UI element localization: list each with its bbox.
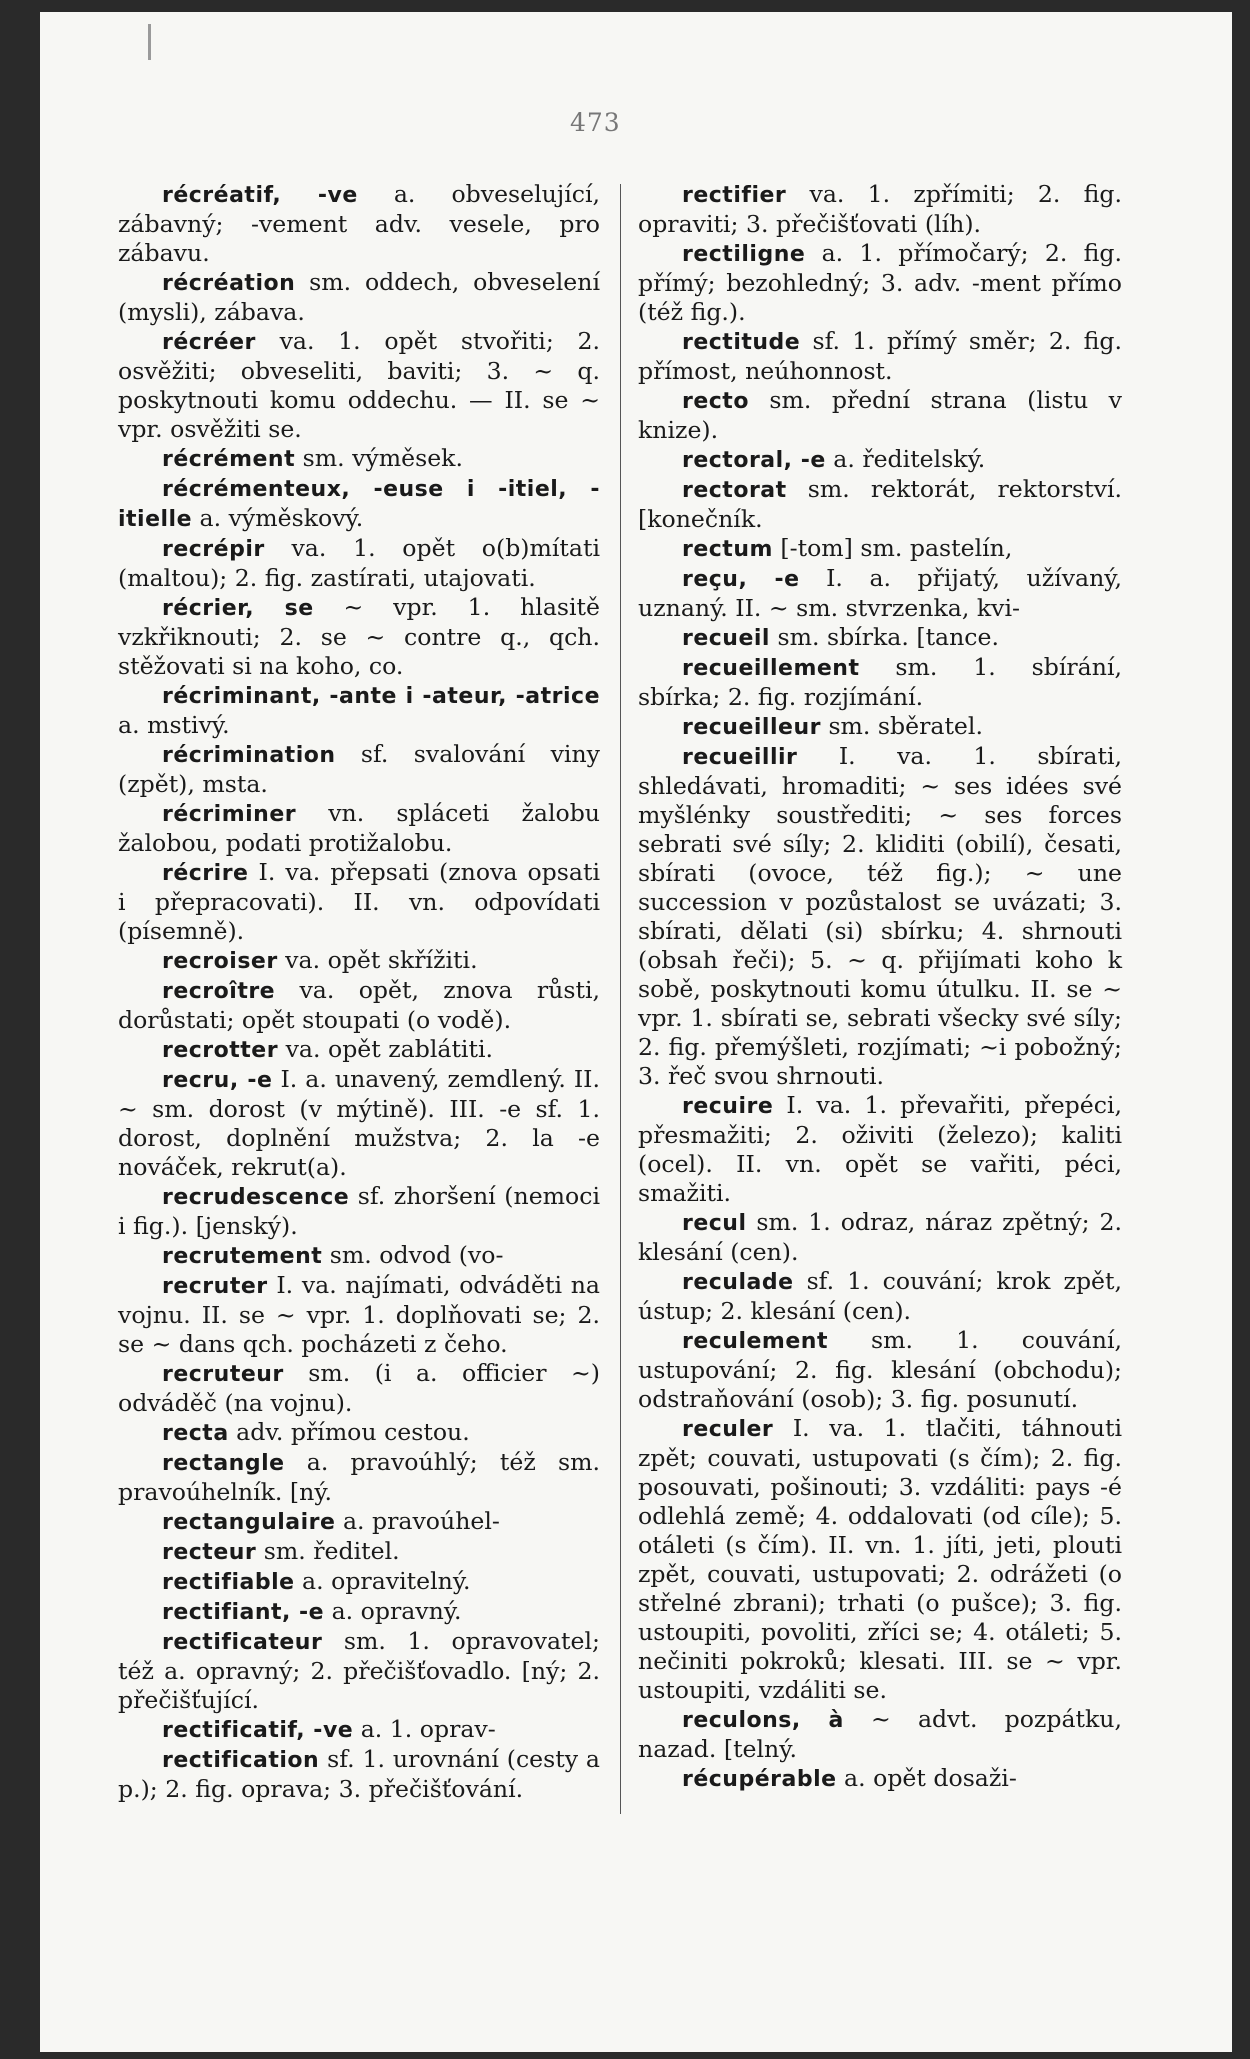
entry-headword: recrépir bbox=[162, 537, 265, 562]
dictionary-entry bbox=[118, 1567, 600, 1597]
entry-headword: recroiser bbox=[162, 949, 278, 974]
dictionary-entry bbox=[638, 1267, 1122, 1326]
entry-definition: I. a. unavený, zemdlený. II. ~ sm. dorost (v mýtině). III. -e sf. 1. dorost, doplnění mužstva; 2. la -e nováček, rekrut(a). bbox=[118, 1065, 600, 1181]
entry-definition: sf. svalování viny (zpět), msta. bbox=[118, 740, 600, 798]
dictionary-entry bbox=[118, 1627, 600, 1715]
dictionary-entry bbox=[118, 268, 600, 327]
entry-definition: I. a. přijatý, užívaný, uznaný. II. ~ sm. stvrzenka, kvi- bbox=[638, 564, 1123, 622]
scan-mark bbox=[148, 24, 151, 60]
entry-definition: sm. sbírka. [tance. bbox=[769, 623, 999, 651]
entry-definition: a. ředitelský. bbox=[825, 445, 986, 473]
entry-headword: récrémenteux, -euse i -itiel, -itielle bbox=[118, 477, 600, 532]
entry-headword: récrimination bbox=[162, 743, 336, 768]
entry-headword: reculade bbox=[682, 1270, 794, 1295]
dictionary-entry bbox=[638, 534, 1122, 564]
entry-headword: rectoral, -e bbox=[682, 448, 826, 473]
entry-definition: sf. 1. přímý směr; 2. fig. přímost, neúhonnost. bbox=[638, 327, 1122, 385]
dictionary-entry bbox=[118, 1418, 600, 1448]
entry-definition: sm. 1. opravovatel; též a. opravný; 2. přečišťovadlo. [ný; 2. přečišťující. bbox=[118, 1627, 600, 1714]
dictionary-entry bbox=[638, 1326, 1122, 1414]
entry-definition: sm. rektorát, rektorství. [konečník. bbox=[638, 475, 1122, 533]
entry-headword: récupérable bbox=[682, 1767, 837, 1792]
dictionary-entry bbox=[118, 474, 600, 534]
dictionary-entry bbox=[118, 1182, 600, 1241]
dictionary-entry bbox=[118, 180, 600, 268]
dictionary-entry bbox=[638, 1764, 1122, 1794]
entry-headword: rectangulaire bbox=[162, 1510, 336, 1535]
dictionary-entry bbox=[638, 712, 1122, 742]
entry-headword: recul bbox=[682, 1211, 747, 1236]
entry-headword: recueillir bbox=[682, 745, 798, 770]
entry-definition: va. 1. opět stvořiti; 2. osvěžiti; obveseliti, baviti; 3. ~ q. poskytnouti komu oddechu. — II. se ~ vpr. osvěžiti se. bbox=[118, 327, 600, 443]
dictionary-entry bbox=[118, 946, 600, 976]
entry-headword: rectorat bbox=[682, 478, 787, 503]
entry-definition: va. opět skřížiti. bbox=[277, 946, 478, 974]
entry-headword: rectificatif, -ve bbox=[162, 1718, 354, 1743]
dictionary-entry bbox=[118, 740, 600, 799]
dictionary-entry bbox=[118, 534, 600, 593]
dictionary-entry bbox=[638, 653, 1122, 712]
entry-definition: sm. sběratel. bbox=[820, 712, 983, 740]
entry-headword: recueil bbox=[682, 626, 770, 651]
entry-headword: récréer bbox=[162, 330, 256, 355]
page-number: 473 bbox=[570, 108, 621, 137]
entry-headword: reculer bbox=[682, 1417, 774, 1442]
entry-headword: rectifier bbox=[682, 183, 787, 208]
entry-definition: a. pravoúhel- bbox=[335, 1507, 500, 1535]
entry-definition: va. 1. zpřímiti; 2. fig. opraviti; 3. přečišťovati (líh). bbox=[638, 180, 1122, 238]
entry-headword: rectangle bbox=[162, 1451, 285, 1476]
entry-headword: recrutement bbox=[162, 1244, 323, 1269]
dictionary-entry bbox=[118, 976, 600, 1035]
dictionary-entry bbox=[118, 1065, 600, 1182]
entry-headword: rectifiant, -e bbox=[162, 1600, 325, 1625]
right-column bbox=[638, 180, 1122, 1794]
entry-definition: I. va. přepsati (znova opsati i přepracovati). II. vn. odpovídati (písemně). bbox=[118, 858, 600, 945]
entry-definition: a. opravný. bbox=[324, 1597, 462, 1625]
entry-definition: sm. odvod (vo- bbox=[322, 1241, 504, 1269]
dictionary-entry bbox=[118, 1537, 600, 1567]
dictionary-entry bbox=[638, 1091, 1122, 1208]
entry-definition: I. va. najímati, odváděti na vojnu. II. se ~ vpr. 1. doplňovati se; 2. se ~ dans qch. pocházeti z čeho. bbox=[118, 1271, 600, 1358]
entry-definition: I. va. 1. sbírati, shledávati, hromaditi; ~ ses idées své myšlénky soustřediti; ~ ses forces sebrati své síly; 2. kliditi (obilí), česati, sbírati (ovoce, též fig.); ~ une succession v pozůstalost se uvázati; 3. sbírati, dělati (si) sbírku; 4. shrnouti (obsah řeči); 5. ~ q. přijímati koho k sobě, poskytnouti komu útulku. II. se ~ vpr. 1. sbírati se, sebrati všecky své síly; 2. fig. přemýšleti, rozjímati; ~i pobožný; 3. řeč svou shrnouti. bbox=[638, 742, 1122, 1090]
entry-definition: sm. 1. odraz, náraz zpětný; 2. klesání (cen). bbox=[638, 1208, 1122, 1266]
entry-headword: recta bbox=[162, 1421, 229, 1446]
entry-definition: sm. výměsek. bbox=[295, 444, 463, 472]
entry-definition: [-tom] sm. pastelín, bbox=[772, 534, 1013, 562]
entry-definition: sm. ředitel. bbox=[256, 1537, 400, 1565]
entry-headword: recto bbox=[682, 389, 749, 414]
column-divider bbox=[620, 184, 621, 1814]
entry-headword: rectum bbox=[682, 537, 773, 562]
entry-headword: reçu, -e bbox=[682, 567, 800, 592]
dictionary-entry bbox=[638, 1414, 1122, 1705]
entry-headword: reculons, à bbox=[682, 1708, 844, 1733]
entry-definition: sm. 1. couvání, ustupování; 2. fig. klesání (obchodu); odstraňování (osob); 3. fig. posunutí. bbox=[638, 1326, 1122, 1413]
entry-headword: rectiligne bbox=[682, 242, 806, 267]
entry-headword: récriminer bbox=[162, 802, 297, 827]
entry-headword: récrier, se bbox=[162, 596, 314, 621]
entry-headword: recueilleur bbox=[682, 715, 821, 740]
entry-headword: rectification bbox=[162, 1748, 320, 1773]
dictionary-entry bbox=[638, 742, 1122, 1091]
dictionary-entry bbox=[118, 1745, 600, 1804]
entry-definition: a. 1. přímočarý; 2. fig. přímý; bezohledný; 3. adv. -ment přímo (též fig.). bbox=[638, 239, 1122, 326]
dictionary-entry bbox=[118, 1271, 600, 1359]
entry-definition: sf. 1. urovnání (cesty a p.); 2. fig. oprava; 3. přečišťování. bbox=[118, 1745, 600, 1803]
entry-definition: a. výměskový. bbox=[192, 504, 364, 532]
entry-definition: va. 1. opět o(b)mítati (maltou); 2. fig. zastírati, utajovati. bbox=[118, 534, 600, 592]
dictionary-entry bbox=[638, 180, 1122, 239]
entry-headword: récréation bbox=[162, 271, 296, 296]
entry-definition: I. va. 1. převařiti, přepéci, přesmažiti; 2. oživiti (železo); kaliti (ocel). II. vn. opět se vařiti, péci, smažiti. bbox=[638, 1091, 1122, 1207]
entry-definition: sm. přední strana (listu v knize). bbox=[638, 386, 1122, 444]
entry-headword: récrément bbox=[162, 447, 296, 472]
entry-headword: rectificateur bbox=[162, 1630, 323, 1655]
entry-definition: ~ vpr. 1. hlasitě vzkřiknouti; 2. se ~ contre q., qch. stěžovati si na koho, co. bbox=[118, 593, 600, 680]
entry-headword: recrudescence bbox=[162, 1185, 350, 1210]
dictionary-entry bbox=[118, 681, 600, 740]
dictionary-entry bbox=[638, 623, 1122, 653]
entry-headword: reculement bbox=[682, 1329, 828, 1354]
entry-headword: récrire bbox=[162, 861, 249, 886]
entry-definition: a. opravitelný. bbox=[294, 1567, 471, 1595]
entry-headword: recru, -e bbox=[162, 1068, 273, 1093]
dictionary-entry bbox=[638, 327, 1122, 386]
dictionary-entry bbox=[638, 1705, 1122, 1764]
entry-headword: recueillement bbox=[682, 656, 860, 681]
dictionary-entry bbox=[118, 1035, 600, 1065]
dictionary-entry bbox=[118, 1507, 600, 1537]
entry-headword: recruter bbox=[162, 1274, 268, 1299]
left-column bbox=[118, 180, 600, 1804]
entry-definition: va. opět, znova růsti, dorůstati; opět stoupati (o vodě). bbox=[118, 976, 600, 1034]
entry-headword: recruteur bbox=[162, 1362, 284, 1387]
entry-definition: sf. zhoršení (nemoci i fig.). [jenský). bbox=[118, 1182, 600, 1240]
entry-headword: recteur bbox=[162, 1540, 257, 1565]
entry-definition: sm. (i a. officier ~) odváděč (na vojnu). bbox=[118, 1359, 600, 1417]
entry-definition: I. va. 1. tlačiti, táhnouti zpět; couvati, ustupovati (s čím); 2. fig. posouvati, pošinouti; 3. vzdáliti: pays -é odlehlá země; 4. oddalovati (od cíle); 5. otáleti (s čím). II. vn. 1. jíti, jeti, plouti zpět, couvati, ustupovati; 2. odrážeti (o střelné zbrani); trhati (o pušce); 3. fig. ustoupiti, povoliti, zříci se; 4. otáleti; 5. nečiniti pokroků; klesati. III. se ~ vpr. ustoupiti, vzdáliti se. bbox=[638, 1414, 1122, 1704]
dictionary-entry bbox=[118, 1359, 600, 1418]
entry-definition: a. pravoúhlý; též sm. pravoúhelník. [ný. bbox=[118, 1448, 600, 1506]
dictionary-entry bbox=[638, 475, 1122, 534]
entry-definition: vn. spláceti žalobu žalobou, podati protižalobu. bbox=[118, 799, 600, 857]
dictionary-entry bbox=[638, 445, 1122, 475]
entry-definition: sm. 1. sbírání, sbírka; 2. fig. rozjímání. bbox=[638, 653, 1122, 711]
entry-headword: rectifiable bbox=[162, 1570, 295, 1595]
entry-definition: a. opět dosaži- bbox=[836, 1764, 1017, 1792]
dictionary-entry bbox=[638, 386, 1122, 445]
dictionary-entry bbox=[638, 239, 1122, 327]
entry-headword: recrotter bbox=[162, 1038, 279, 1063]
dictionary-page bbox=[40, 12, 1232, 2052]
dictionary-entry bbox=[118, 327, 600, 444]
dictionary-entry bbox=[638, 564, 1122, 623]
dictionary-entry bbox=[118, 593, 600, 681]
dictionary-entry bbox=[118, 1597, 600, 1627]
dictionary-entry bbox=[118, 444, 600, 474]
entry-definition: sf. 1. couvání; krok zpět, ústup; 2. klesání (cen). bbox=[638, 1267, 1122, 1325]
dictionary-entry bbox=[118, 799, 600, 858]
entry-headword: récriminant, -ante i -ateur, -atrice bbox=[162, 684, 600, 709]
entry-headword: récréatif, -ve bbox=[162, 183, 358, 208]
entry-headword: recuire bbox=[682, 1094, 774, 1119]
entry-definition: adv. přímou cestou. bbox=[228, 1418, 470, 1446]
entry-headword: recroître bbox=[162, 979, 276, 1004]
entry-definition: ~ advt. pozpátku, nazad. [telný. bbox=[638, 1705, 1122, 1763]
entry-headword: rectitude bbox=[682, 330, 801, 355]
dictionary-entry bbox=[118, 1241, 600, 1271]
dictionary-entry bbox=[118, 858, 600, 946]
dictionary-entry bbox=[638, 1208, 1122, 1267]
entry-definition: sm. oddech, obveselení (mysli), zábava. bbox=[118, 268, 600, 326]
entry-definition: a. 1. oprav- bbox=[353, 1715, 496, 1743]
dictionary-entry bbox=[118, 1448, 600, 1507]
dictionary-entry bbox=[118, 1715, 600, 1745]
entry-definition: va. opět zablátiti. bbox=[278, 1035, 494, 1063]
entry-definition: a. mstivý. bbox=[118, 711, 230, 739]
entry-definition: a. obveselující, zábavný; -vement adv. vesele, pro zábavu. bbox=[118, 180, 600, 267]
